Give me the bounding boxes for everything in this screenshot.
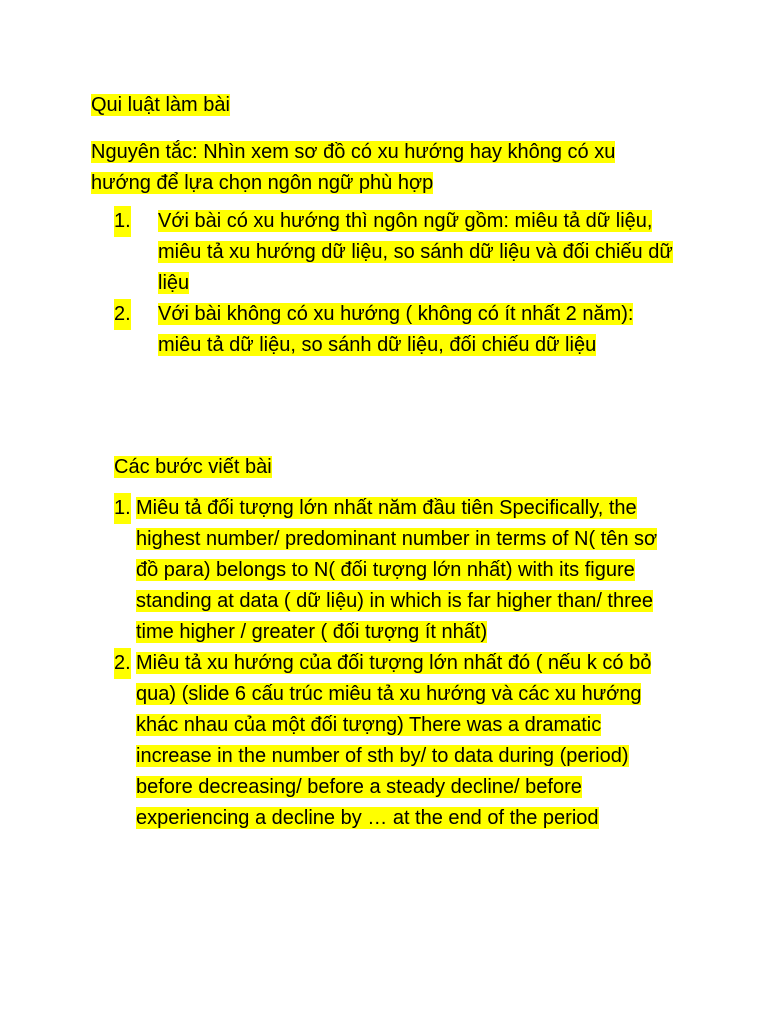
heading-steps: Các bước viết bài — [114, 456, 272, 478]
principle-paragraph: Nguyên tắc: Nhìn xem sơ đồ có xu hướng hay không có xu hướng để lựa chọn ngôn ngữ phù hợp — [91, 141, 616, 194]
list-item: 1. Với bài có xu hướng thì ngôn ngữ gồm: miêu tả dữ liệu, miêu tả xu hướng dữ liệu, so sánh dữ liệu và đối chiếu dữ liệu — [114, 206, 674, 299]
heading-rules: Qui luật làm bài — [91, 94, 230, 116]
steps-list — [114, 493, 674, 834]
list-item: 2. Với bài không có xu hướng ( không có ít nhất 2 năm): miêu tả dữ liệu, so sánh dữ liệu, đối chiếu dữ liệu — [114, 299, 674, 361]
rules-list — [114, 206, 674, 361]
list-item: 1. Miêu tả đối tượng lớn nhất năm đầu tiên Specifically, the highest number/ predominant number in terms of N( tên sơ đồ para) belongs to N( đối tượng lớn nhất) with its figure standing at data ( dữ liệu) in which is far higher than/ three time higher / greater ( đối tượng ít nhất) — [114, 493, 674, 648]
list-item: 2. Miêu tả xu hướng của đối tượng lớn nhất đó ( nếu k có bỏ qua) (slide 6 cấu trúc miêu tả xu hướng và các xu hướng khác nhau của một đối tượng) There was a dramatic increase in the number of sth by/ to data during (period) before decreasing/ before a steady decline/ before experiencing a decline by … at the end of the period — [114, 648, 674, 834]
